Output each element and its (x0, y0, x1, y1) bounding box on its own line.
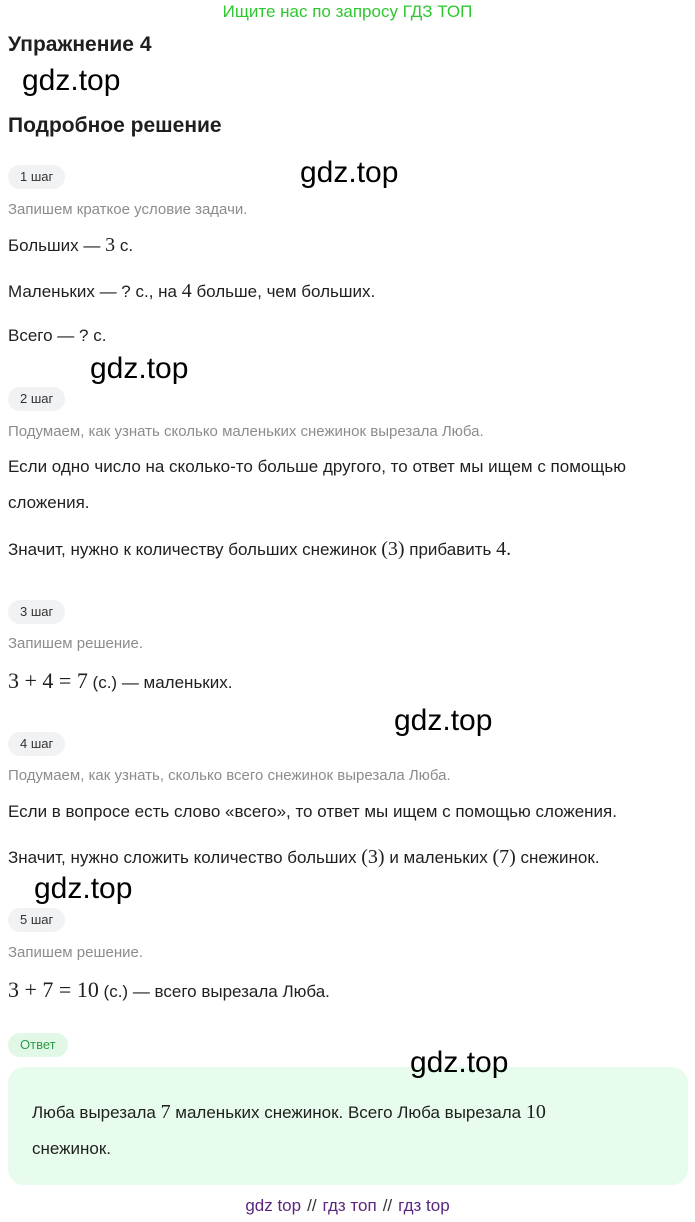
page-title: Упражнение 4 (8, 33, 152, 56)
step-badge: 3 шаг (8, 600, 65, 624)
watermark: gdz.top (394, 704, 493, 737)
step-text: Маленьких — ? с., на 4 больше, чем больших. (8, 280, 376, 302)
step-badge: 1 шаг (8, 165, 65, 189)
step-hint: Подумаем, как узнать сколько маленьких снежинок вырезала Люба. (8, 423, 484, 440)
step-hint: Запишем краткое условие задачи. (8, 201, 248, 218)
step-badge: 4 шаг (8, 732, 65, 756)
watermark: gdz.top (22, 64, 121, 97)
watermark: gdz.top (300, 156, 399, 189)
step-text: 3 + 4 = 7 (с.) — маленьких. (8, 668, 233, 693)
step-badge: 5 шаг (8, 908, 65, 932)
step-text: Значит, нужно к количеству больших снежинок (3) прибавить 4. (8, 538, 512, 560)
step-text: Больших — 3 с. (8, 234, 134, 256)
footer-link-gdz-top-mixed[interactable]: гдз top (398, 1196, 450, 1215)
watermark: gdz.top (410, 1046, 509, 1079)
step-text: сложения. (8, 493, 90, 512)
answer-badge: Ответ (8, 1033, 68, 1057)
step-hint: Подумаем, как узнать, сколько всего снежинок вырезала Люба. (8, 767, 451, 784)
footer-link-gdz-top-ru[interactable]: гдз топ (322, 1196, 377, 1215)
step-text: Всего — ? с. (8, 326, 107, 345)
promo-banner: Ищите нас по запросу ГДЗ ТОП (222, 2, 473, 21)
footer-links (0, 1196, 695, 1216)
step-text: 3 + 7 = 10 (с.) — всего вырезала Люба. (8, 977, 330, 1002)
step-badge: 2 шаг (8, 387, 65, 411)
section-title: Подробное решение (8, 114, 222, 137)
footer-separator: // (382, 1196, 393, 1215)
watermark: gdz.top (34, 872, 133, 905)
footer-separator: // (307, 1196, 317, 1215)
step-hint: Запишем решение. (8, 944, 143, 961)
footer-link-gdz-top[interactable]: gdz top (245, 1196, 302, 1215)
step-text: Значит, нужно сложить количество больших (3) и маленьких (7) снежинок. (8, 846, 600, 868)
step-text: Если одно число на сколько-то больше другого, то ответ мы ищем с помощью (8, 457, 626, 476)
step-text: Если в вопросе есть слово «всего», то ответ мы ищем с помощью сложения. (8, 802, 617, 821)
answer-box (8, 1067, 688, 1185)
answer-text: Люба вырезала 7 маленьких снежинок. Всего Люба вырезала 10 снежинок. (32, 1101, 546, 1158)
watermark: gdz.top (90, 352, 189, 385)
step-hint: Запишем решение. (8, 635, 143, 652)
